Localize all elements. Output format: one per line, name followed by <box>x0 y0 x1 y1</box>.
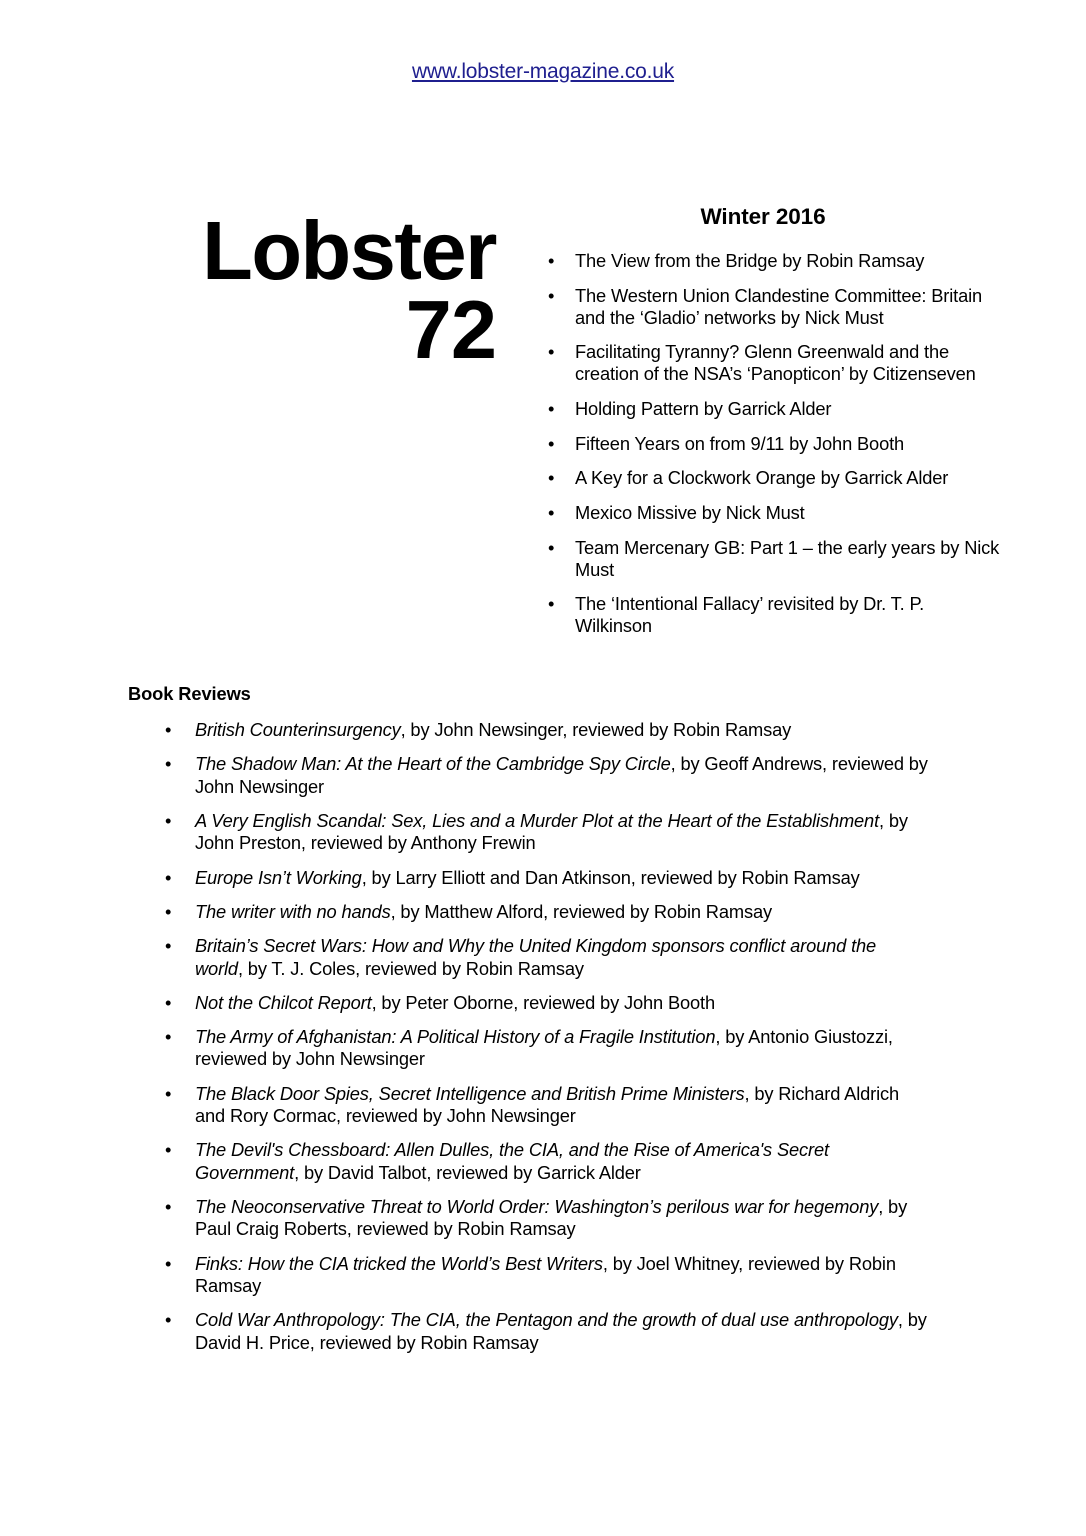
contents-item[interactable] <box>540 398 1002 420</box>
bullet-icon: • <box>165 866 172 888</box>
contents-item-label: Team Mercenary GB: Part 1 – the early years by Nick Must <box>575 536 1000 580</box>
book-review-item[interactable] <box>128 1139 928 1184</box>
bullet-icon: • <box>165 1139 172 1161</box>
book-review-item[interactable] <box>128 935 928 980</box>
bullet-icon: • <box>165 1196 172 1217</box>
book-author-reviewer: , by Matthew Alford, reviewed by Robin Ramsay <box>390 900 772 922</box>
book-title: The Shadow Man: At the Heart of the Cambridge Spy Circle <box>195 753 671 775</box>
bullet-icon: • <box>548 536 555 558</box>
bullet-icon: • <box>165 935 172 957</box>
contents-item-label: Holding Pattern by Garrick Alder <box>575 397 832 419</box>
bullet-icon: • <box>165 1252 172 1274</box>
contents-section <box>540 204 1002 637</box>
contents-list <box>540 250 1002 637</box>
bullet-icon: • <box>165 991 172 1013</box>
contents-item[interactable] <box>540 593 1002 637</box>
book-review-item[interactable] <box>128 810 928 855</box>
contents-item-label: Facilitating Tyranny? Glenn Greenwald and the creation of the NSA’s ‘Panopticon’ by Citizenseven <box>575 341 976 385</box>
contents-item-label: The Western Union Clandestine Committee: Britain and the ‘Gladio’ networks by Nick Must <box>575 284 983 328</box>
book-title: The writer with no hands <box>195 900 391 922</box>
book-title: The Neoconservative Threat to World Order: Washington’s perilous war for hegemony <box>195 1196 879 1217</box>
book-review-item[interactable] <box>128 1026 928 1071</box>
bullet-icon: • <box>548 467 555 489</box>
book-review-item[interactable] <box>128 1196 928 1241</box>
book-title: Cold War Anthropology: The CIA, the Pentagon and the growth of dual use anthropology <box>195 1309 898 1331</box>
bullet-icon: • <box>165 753 172 775</box>
bullet-icon: • <box>165 900 172 922</box>
bullet-icon: • <box>165 719 172 740</box>
book-author-reviewer: , by Peter Oborne, reviewed by John Booth <box>371 991 715 1013</box>
bullet-icon: • <box>548 432 555 454</box>
book-title: Europe Isn’t Working <box>195 866 362 888</box>
book-title: Britain’s Secret Wars: How and Why the United Kingdom sponsors conflict around the world <box>195 935 877 979</box>
book-review-item[interactable] <box>128 901 928 923</box>
book-author-reviewer: , by David Talbot, reviewed by Garrick Alder <box>294 1161 641 1183</box>
book-title: Finks: How the CIA tricked the World’s Best Writers <box>195 1252 603 1274</box>
contents-item-label: Mexico Missive by Nick Must <box>575 502 805 524</box>
bullet-icon: • <box>548 341 555 363</box>
book-title: British Counterinsurgency <box>195 719 401 740</box>
book-review-item[interactable] <box>128 992 928 1014</box>
contents-item[interactable] <box>540 537 1002 581</box>
bullet-icon: • <box>548 250 555 271</box>
book-review-item[interactable] <box>128 1253 928 1298</box>
contents-item-label: Fifteen Years on from 9/11 by John Booth <box>575 432 905 454</box>
book-author-reviewer: , by David H. Price, reviewed by Robin Ramsay <box>195 1309 927 1353</box>
contents-item[interactable] <box>540 285 1002 329</box>
website-url-bar <box>0 60 1086 84</box>
book-review-item[interactable] <box>128 867 928 889</box>
contents-item[interactable] <box>540 502 1002 524</box>
book-author-reviewer: , by Joel Whitney, reviewed by Robin Ramsay <box>195 1252 896 1296</box>
bullet-icon: • <box>548 397 555 419</box>
contents-item-label: The ‘Intentional Fallacy’ revisited by Dr. T. P. Wilkinson <box>575 593 925 637</box>
issue-number: 72 <box>405 283 496 377</box>
contents-item-label: A Key for a Clockwork Orange by Garrick Alder <box>575 467 949 489</box>
bullet-icon: • <box>165 1082 172 1104</box>
book-review-item[interactable] <box>128 1083 928 1128</box>
book-review-item[interactable] <box>128 1309 928 1354</box>
book-review-item[interactable] <box>128 753 928 798</box>
contents-item[interactable] <box>540 433 1002 455</box>
contents-item[interactable] <box>540 467 1002 489</box>
issue-date-heading: Winter 2016 <box>700 204 826 229</box>
book-author-reviewer: , by John Preston, reviewed by Anthony Frewin <box>195 809 908 854</box>
book-reviews-heading: Book Reviews <box>128 683 251 704</box>
book-title: Not the Chilcot Report <box>195 991 372 1013</box>
book-reviews-list <box>128 719 928 1354</box>
bullet-icon: • <box>548 502 555 524</box>
book-author-reviewer: , by Larry Elliott and Dan Atkinson, reviewed by Robin Ramsay <box>361 866 860 888</box>
bullet-icon: • <box>165 1026 172 1048</box>
book-author-reviewer: , by Geoff Andrews, reviewed by John Newsinger <box>195 753 928 797</box>
masthead <box>172 204 496 377</box>
book-title: The Army of Afghanistan: A Political History of a Fragile Institution <box>195 1026 716 1048</box>
book-title: The Black Door Spies, Secret Intelligence and British Prime Ministers <box>195 1082 745 1104</box>
book-title: A Very English Scandal: Sex, Lies and a Murder Plot at the Heart of the Establishment <box>195 809 879 831</box>
book-reviews-section <box>128 683 928 1354</box>
bullet-icon: • <box>548 284 555 306</box>
bullet-icon: • <box>165 1309 172 1331</box>
magazine-title: Lobster <box>202 204 496 297</box>
book-author-reviewer: , by John Newsinger, reviewed by Robin Ramsay <box>400 719 792 740</box>
contents-item[interactable] <box>540 250 1002 272</box>
book-author-reviewer: , by Paul Craig Roberts, reviewed by Robin Ramsay <box>195 1196 908 1240</box>
book-title: The Devil's Chessboard: Allen Dulles, the CIA, and the Rise of America's Secret Government <box>195 1139 829 1183</box>
contents-item-label: The View from the Bridge by Robin Ramsay <box>575 250 925 271</box>
book-review-item[interactable] <box>128 719 928 741</box>
book-author-reviewer: , by T. J. Coles, reviewed by Robin Ramsay <box>237 957 584 979</box>
book-author-reviewer: , by Richard Aldrich and Rory Cormac, reviewed by John Newsinger <box>195 1082 899 1127</box>
book-author-reviewer: , by Antonio Giustozzi, reviewed by John Newsinger <box>195 1026 893 1070</box>
bullet-icon: • <box>548 593 555 615</box>
bullet-icon: • <box>165 809 172 831</box>
contents-item[interactable] <box>540 341 1002 385</box>
website-url-link[interactable]: www.lobster-magazine.co.uk <box>411 60 675 83</box>
